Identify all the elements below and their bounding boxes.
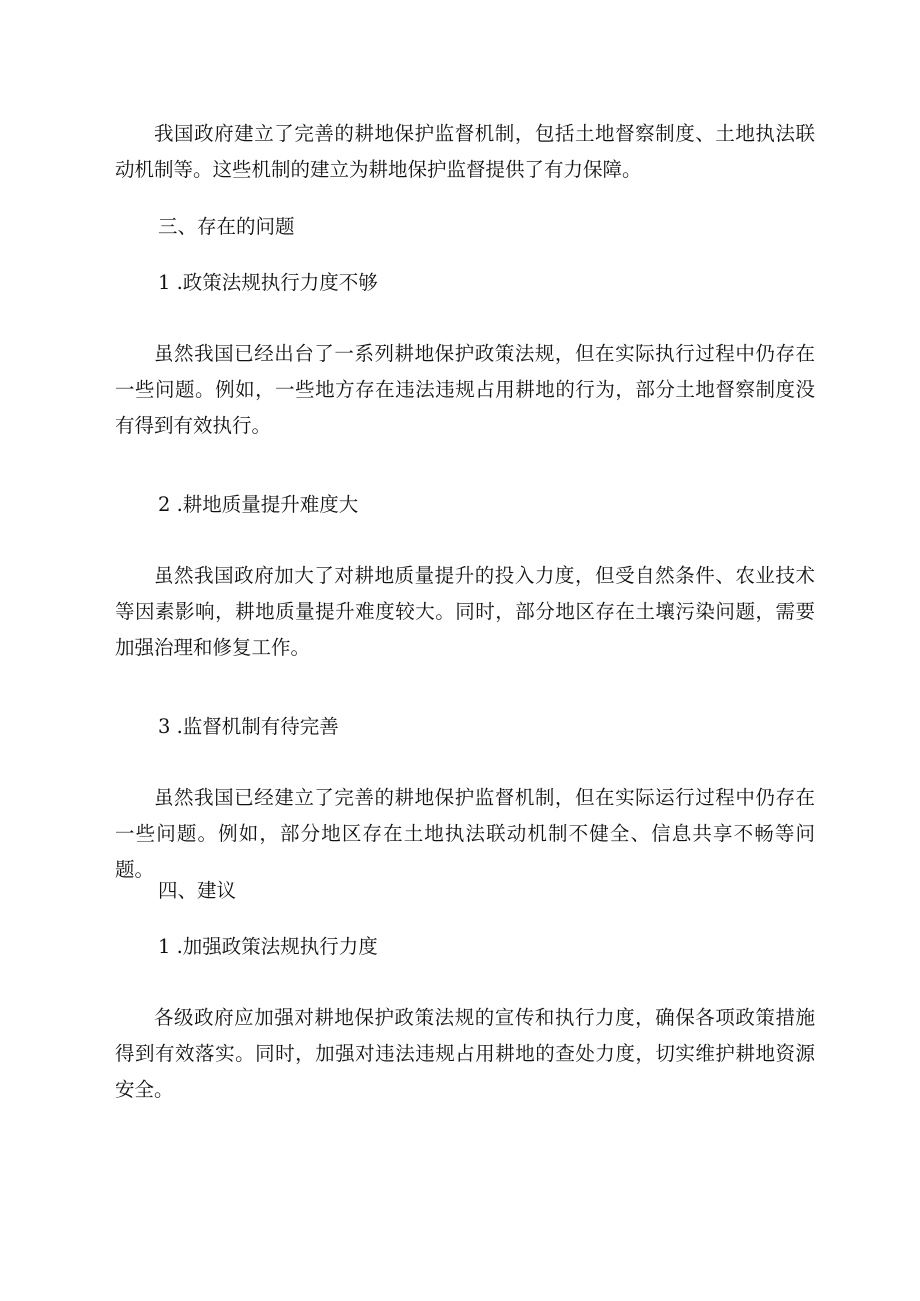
subheading-farmland-quality: 2 .耕地质量提升难度大 (158, 493, 359, 516)
paragraph-farmland-quality: 虽然我国政府加大了对耕地质量提升的投入力度，但受自然条件、农业技术等因素影响，耕地质量提升难度较大。同时，部分地区存在土壤污染问题，需要加强治理和修复工作。 (115, 564, 815, 659)
paragraph-supervision-mechanism: 我国政府建立了完善的耕地保护监督机制，包括土地督察制度、土地执法联动机制等。这些机制的建立为耕地保护监督提供了有力保障。 (115, 122, 815, 181)
paragraph-policy-enforcement: 虽然我国已经出台了一系列耕地保护政策法规，但在实际执行过程中仍存在一些问题。例如，一些地方存在违法违规占用耕地的行为，部分土地督察制度没有得到有效执行。 (115, 342, 815, 437)
section-heading-suggestions: 四、建议 (158, 879, 237, 902)
subheading-supervision-improvement: 3 .监督机制有待完善 (158, 715, 339, 738)
subheading-strengthen-enforcement: 1 .加强政策法规执行力度 (158, 935, 378, 958)
section-heading-problems: 三、存在的问题 (158, 215, 295, 238)
subheading-policy-enforcement: 1 .政策法规执行力度不够 (158, 271, 378, 294)
paragraph-strengthen-enforcement: 各级政府应加强对耕地保护政策法规的宣传和执行力度，确保各项政策措施得到有效落实。同时，加强对违法违规占用耕地的查处力度，切实维护耕地资源安全。 (115, 1006, 815, 1101)
paragraph-supervision-improvement: 虽然我国已经建立了完善的耕地保护监督机制，但在实际运行过程中仍存在一些问题。例如，部分地区存在土地执法联动机制不健全、信息共享不畅等问题。 (115, 786, 815, 881)
